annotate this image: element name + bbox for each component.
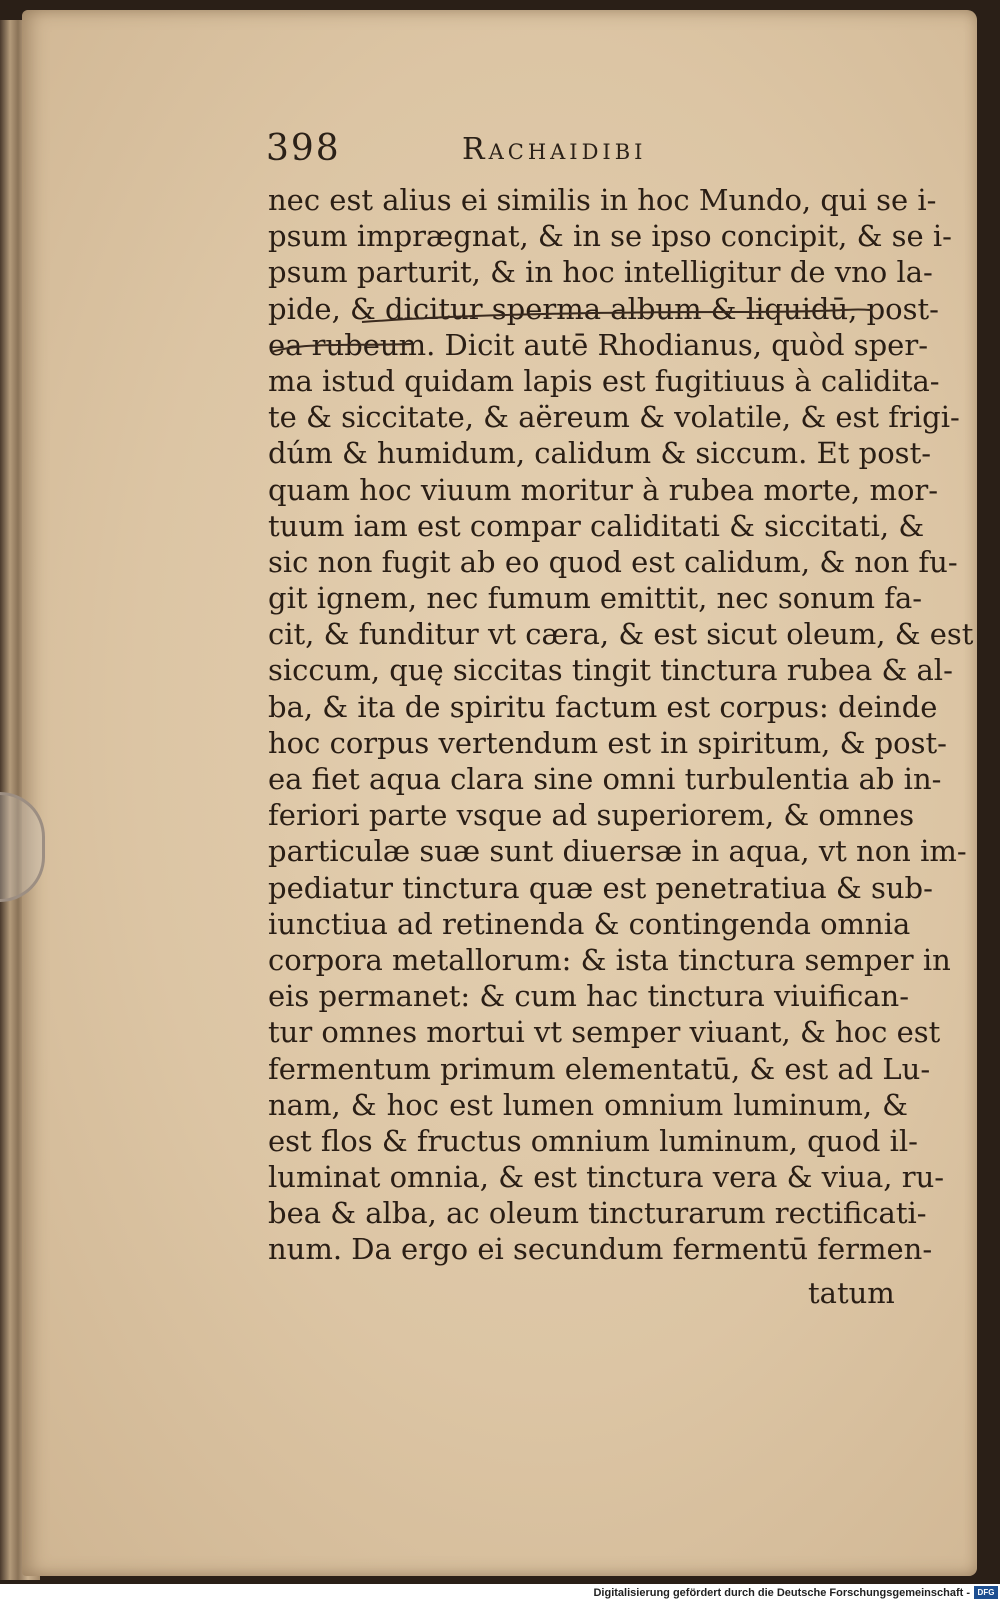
text-line: pediatur tinctura quæ est penetratiua & sub-: [268, 870, 933, 905]
catchword: tatum: [808, 1276, 895, 1310]
text-line: feriori parte vsque ad superiorem, & omnes: [268, 798, 915, 833]
text-line: eis permanet: & cum hac tinctura viuifican-: [268, 979, 910, 1014]
text-line: est flos & fructus omnium luminum, quod il-: [268, 1123, 918, 1158]
text-line: pide, & dicitur sperma album & liquidū, post-: [268, 291, 939, 326]
text-line: te & siccitate, & aëreum & volatile, & est frigi-: [268, 400, 960, 435]
text-line: ma istud quidam lapis est fugitiuus à calidita-: [268, 363, 940, 398]
text-line: fermentum primum elementatū, & est ad Lu-: [268, 1051, 931, 1086]
dfg-logo: DFG: [974, 1586, 998, 1599]
text-line: ba, & ita de spiritu factum est corpus: deinde: [268, 689, 938, 724]
text-line: nec est alius ei similis in hoc Mundo, qui se i-: [268, 183, 937, 217]
text-line: particulæ suæ sunt diuersæ in aqua, vt non im-: [268, 834, 967, 869]
text-line: nam, & hoc est lumen omnium luminum, &: [268, 1087, 908, 1122]
digitization-credit: Digitalisierung gefördert durch die Deutsche Forschungsgemeinschaft -: [593, 1587, 970, 1599]
footer-bar: [0, 1584, 1000, 1602]
text-line: quam hoc viuum moritur à rubea morte, mor-: [268, 472, 939, 507]
text-line: tur omnes mortui vt semper viuant, & hoc est: [268, 1015, 941, 1050]
text-line: ea rubeum. Dicit autē Rhodianus, quòd sper-: [268, 327, 928, 362]
text-line: corpora metallorum: & ista tinctura semper in: [268, 942, 951, 977]
text-line: siccum, quę siccitas tingit tinctura rubea & al-: [268, 653, 953, 688]
running-head: [266, 128, 736, 178]
text-line: dúm & humidum, calidum & siccum. Et post-: [268, 436, 932, 471]
text-line: bea & alba, ac oleum tincturarum rectificati-: [268, 1196, 927, 1231]
text-line: sic non fugit ab eo quod est calidum, & non fu-: [268, 544, 958, 579]
body-text: [268, 182, 974, 1268]
text-line: psum parturit, & in hoc intelligitur de vno la-: [268, 255, 933, 290]
text-line: num. Da ergo ei secundum fermentū fermen-: [268, 1232, 933, 1267]
page-number: 398: [266, 128, 341, 169]
text-line: luminat omnia, & est tinctura vera & viua, ru-: [268, 1160, 945, 1195]
text-line: cit, & funditur vt cæra, & est sicut oleum, & est: [268, 617, 974, 652]
running-title: Rachaidibi: [462, 132, 647, 167]
text-line: iunctiua ad retinenda & contingenda omnia: [268, 906, 911, 941]
text-line: hoc corpus vertendum est in spiritum, & post-: [268, 725, 947, 760]
text-line: git ignem, nec fumum emittit, nec sonum fa-: [268, 581, 923, 616]
text-line: psum imprægnat, & in se ipso concipit, & se i-: [268, 219, 952, 254]
text-line: ea fiet aqua clara sine omni turbulentia ab in-: [268, 762, 942, 796]
text-line: tuum iam est compar caliditati & siccitati, &: [268, 508, 925, 543]
